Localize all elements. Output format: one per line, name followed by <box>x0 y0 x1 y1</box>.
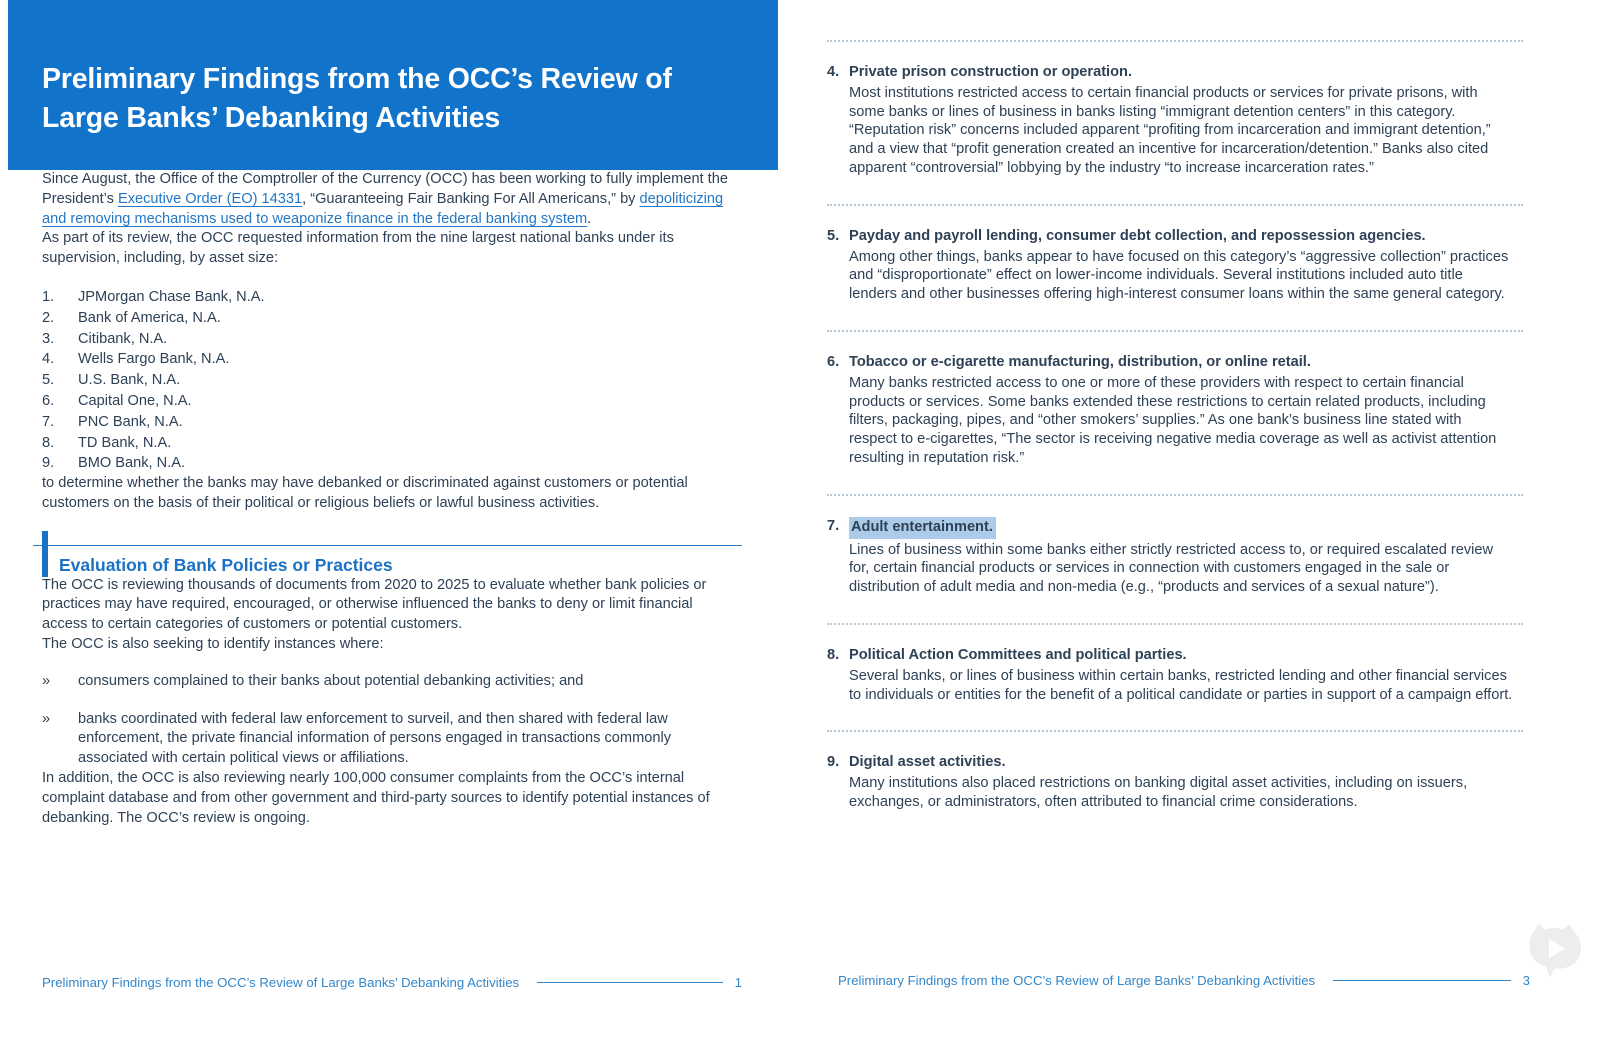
bank-name: Wells Fargo Bank, N.A. <box>78 351 230 368</box>
finding-title: Tobacco or e-cigarette manufacturing, distribution, or online retail. <box>849 353 1311 370</box>
page-1 <box>0 0 780 1050</box>
list-item <box>42 370 742 391</box>
finding-heading <box>827 353 1523 372</box>
bank-name: Capital One, N.A. <box>78 392 192 409</box>
instances-lead-paragraph: The OCC is also seeking to identify instances where: <box>42 635 384 652</box>
list-item-number: 9. <box>42 455 55 472</box>
list-item-number: 1. <box>42 288 55 305</box>
list-item-number: 2. <box>42 309 55 326</box>
list-item <box>42 433 742 454</box>
bank-name: JPMorgan Chase Bank, N.A. <box>78 288 265 305</box>
finding-body: Many banks restricted access to one or more of these providers with respect to certain financial products or services. Some banks extended these restrictions to certain related products, including filters, packaging, pipes, and “other smokers’ supplies.” As one bank’s business line stated with respect to e-cigarettes, “The sector is receiving negative media coverage as well as activist attention resulting in reputation risk.” <box>849 374 1497 466</box>
finding-heading <box>827 517 1523 539</box>
bullet-text: consumers complained to their banks about potential debanking activities; and <box>78 672 584 689</box>
finding-body: Among other things, banks appear to have focused on this category’s “aggressive collection” practices and “disproportionate” effect on lower-income individuals. Several institutions included auto title lenders and other businesses offering high-interest consumer loans within the same general category. <box>849 248 1509 303</box>
page-3-footer <box>838 973 1530 988</box>
finding-item-8 <box>827 623 1523 704</box>
finding-item-6 <box>827 330 1523 468</box>
bullet-marker-icon: » <box>42 710 51 727</box>
review-scope-paragraph: As part of its review, the OCC requested information from the nine largest national banks under its supervision, including, by asset size: <box>42 230 674 267</box>
document-review-paragraph: The OCC is reviewing thousands of documents from 2020 to 2025 to evaluate whether bank policies or practices may have required, encouraged, or otherwise influenced the banks to deny or limit financial access to certain categories of customers or potential customers. <box>42 576 707 633</box>
bank-name: BMO Bank, N.A. <box>78 455 186 472</box>
page-3-content <box>827 40 1523 838</box>
finding-body: Many institutions also placed restrictions on banking digital asset activities, including on issuers, exchanges, or administrators, often attributed to financial crime considerations. <box>849 775 1468 810</box>
finding-heading <box>827 63 1523 82</box>
bullet-item <box>42 672 742 692</box>
executive-order-link[interactable]: Executive Order (EO) 14331 <box>117 190 303 207</box>
footer-rule <box>537 982 723 983</box>
bank-name: Citibank, N.A. <box>78 330 168 347</box>
list-item <box>42 287 742 308</box>
finding-number: 9. <box>827 754 840 771</box>
finding-number: 8. <box>827 646 840 663</box>
footer-title: Preliminary Findings from the OCC’s Review of Large Banks’ Debanking Activities <box>42 975 520 990</box>
finding-item-4 <box>827 40 1523 178</box>
bank-name: PNC Bank, N.A. <box>78 413 183 430</box>
list-item-number: 6. <box>42 392 55 409</box>
finding-body: Several banks, or lines of business within certain banks, restricted lending and other financial services to individuals or entities for the benefit of a political candidate or parties in support of a campaign effort. <box>849 667 1513 703</box>
list-item <box>42 453 742 474</box>
finding-heading <box>827 227 1523 246</box>
page-number: 3 <box>1522 973 1530 988</box>
intro-text-post: . <box>587 210 592 227</box>
finding-number: 7. <box>827 517 840 534</box>
footer-title: Preliminary Findings from the OCC’s Review of Large Banks’ Debanking Activities <box>838 973 1316 988</box>
list-item-number: 3. <box>42 330 55 347</box>
document-title: Preliminary Findings from the OCC’s Review of Large Banks’ Debanking Activities <box>42 63 672 134</box>
bank-name: U.S. Bank, N.A. <box>78 372 181 389</box>
section-accent-bar <box>42 531 48 577</box>
page-number: 1 <box>734 975 742 990</box>
cat-play-watermark-icon <box>1524 922 1584 980</box>
list-item-number: 4. <box>42 351 55 368</box>
finding-title-highlighted: Adult entertainment. <box>849 517 996 539</box>
complaints-paragraph: In addition, the OCC is also reviewing nearly 100,000 consumer complaints from the OCC’s internal complaint database and from other government and third-party sources to identify potential instances of debanking. The OCC’s review is ongoing. <box>42 769 710 826</box>
bank-name: TD Bank, N.A. <box>78 434 172 451</box>
depoliticizing-link[interactable]: depoliticizing and removing mechanisms used to weaponize finance in the federal banking system <box>42 190 724 227</box>
bullet-marker-icon: » <box>42 672 51 689</box>
finding-number: 6. <box>827 353 840 370</box>
finding-body: Lines of business within some banks either strictly restricted access to, or required escalated review for, certain financial products or services in connection with customers engaged in the sale or distribution of adult media and non-media (e.g., “products and services of a sexual nature”). <box>849 541 1494 596</box>
bullet-item <box>42 710 742 769</box>
section-divider-rule <box>33 545 742 547</box>
page-1-footer <box>42 975 742 990</box>
intro-text-pre: Since August, the Office of the Comptroller of the Currency (OCC) has been working to fully implement the President’s <box>42 171 728 207</box>
finding-title: Digital asset activities. <box>849 754 1006 771</box>
list-item-number: 5. <box>42 372 55 389</box>
section-heading-block <box>42 545 742 576</box>
finding-item-7 <box>827 494 1523 597</box>
intro-text-mid: , “Guaranteeing Fair Banking For All Americans,” by <box>302 190 640 207</box>
list-item-number: 8. <box>42 434 55 451</box>
finding-title: Payday and payroll lending, consumer debt collection, and repossession agencies. <box>849 227 1426 244</box>
determination-paragraph: to determine whether the banks may have debanked or discriminated against customers or potential customers on the basis of their political or religious beliefs or lawful business activities. <box>42 475 688 511</box>
footer-rule <box>1333 980 1511 981</box>
finding-number: 4. <box>827 64 840 80</box>
finding-heading <box>827 646 1523 665</box>
finding-item-9 <box>827 730 1523 811</box>
finding-item-5 <box>827 204 1523 304</box>
list-item <box>42 412 742 433</box>
list-item-number: 7. <box>42 413 55 430</box>
list-item <box>42 329 742 350</box>
finding-title: Private prison construction or operation. <box>849 64 1132 80</box>
bank-list <box>42 287 742 474</box>
list-item <box>42 349 742 370</box>
intro-paragraph <box>42 170 742 229</box>
list-item <box>42 308 742 329</box>
finding-title: Political Action Committees and political parties. <box>849 646 1187 663</box>
list-item <box>42 391 742 412</box>
finding-body: Most institutions restricted access to certain financial products or services for private prisons, with some banks or lines of business in banks listing “immigrant detention centers” in this category. “Reputation risk” concerns included apparent “profiting from incarceration and immigrant detention,” and a view that “profit generation created an incentive for incarceration/detention.” Banks also cited apparent “controversial” lobbying by the industry “to increase incarceration rates.” <box>849 84 1491 176</box>
bullet-text: banks coordinated with federal law enforcement to surveil, and then shared with federal law enforcement, the private financial information of persons engaged in transactions commonly associated with certain political views or affiliations. <box>78 710 671 767</box>
page-1-content <box>42 170 742 828</box>
bank-name: Bank of America, N.A. <box>78 309 221 326</box>
finding-number: 5. <box>827 227 840 244</box>
finding-heading <box>827 753 1523 772</box>
section-heading: Evaluation of Bank Policies or Practices <box>59 554 393 575</box>
title-banner <box>8 0 778 170</box>
